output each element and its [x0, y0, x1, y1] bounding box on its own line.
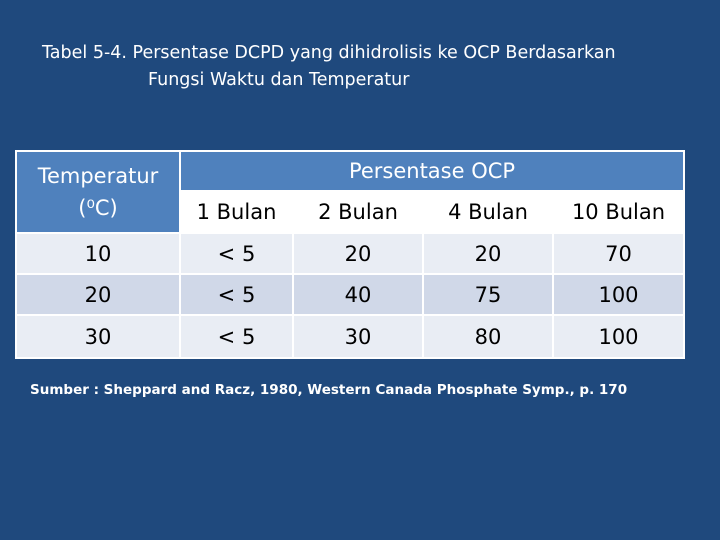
source-citation: Sumber : Sheppard and Racz, 1980, Western Canada Phosphate Symp., p. 170: [30, 382, 628, 398]
table-cell: 20: [16, 274, 180, 315]
column-header: 4 Bulan: [423, 191, 553, 233]
table-cell: 20: [423, 233, 553, 274]
table-cell: 100: [553, 274, 684, 315]
table-cell: < 5: [180, 233, 293, 274]
table-cell: 20: [293, 233, 423, 274]
table-row: [16, 274, 684, 315]
title-line-2: Fungsi Waktu dan Temperatur: [148, 70, 410, 90]
table-cell: 75: [423, 274, 553, 315]
header-persentase-ocp: Persentase OCP: [180, 151, 684, 191]
table-cell: 30: [16, 315, 180, 358]
table-cell: 70: [553, 233, 684, 274]
table-cell: 100: [553, 315, 684, 358]
column-header: 2 Bulan: [293, 191, 423, 233]
table-cell: < 5: [180, 315, 293, 358]
table-cell: 40: [293, 274, 423, 315]
table-row: [16, 315, 684, 358]
data-table: [15, 150, 683, 357]
header-temperature: [16, 151, 180, 233]
table-cell: 80: [423, 315, 553, 358]
header-temperature-unit: (⁰C): [78, 196, 118, 220]
table-cell: < 5: [180, 274, 293, 315]
table-cell: 10: [16, 233, 180, 274]
column-header: 10 Bulan: [553, 191, 684, 233]
table-cell: 30: [293, 315, 423, 358]
header-temperature-label: Temperatur: [37, 164, 159, 188]
title-line-1: Tabel 5-4. Persentase DCPD yang dihidrolisis ke OCP Berdasarkan: [42, 43, 616, 63]
table-row: [16, 233, 684, 274]
slide-title: [42, 40, 702, 94]
column-header: 1 Bulan: [180, 191, 293, 233]
